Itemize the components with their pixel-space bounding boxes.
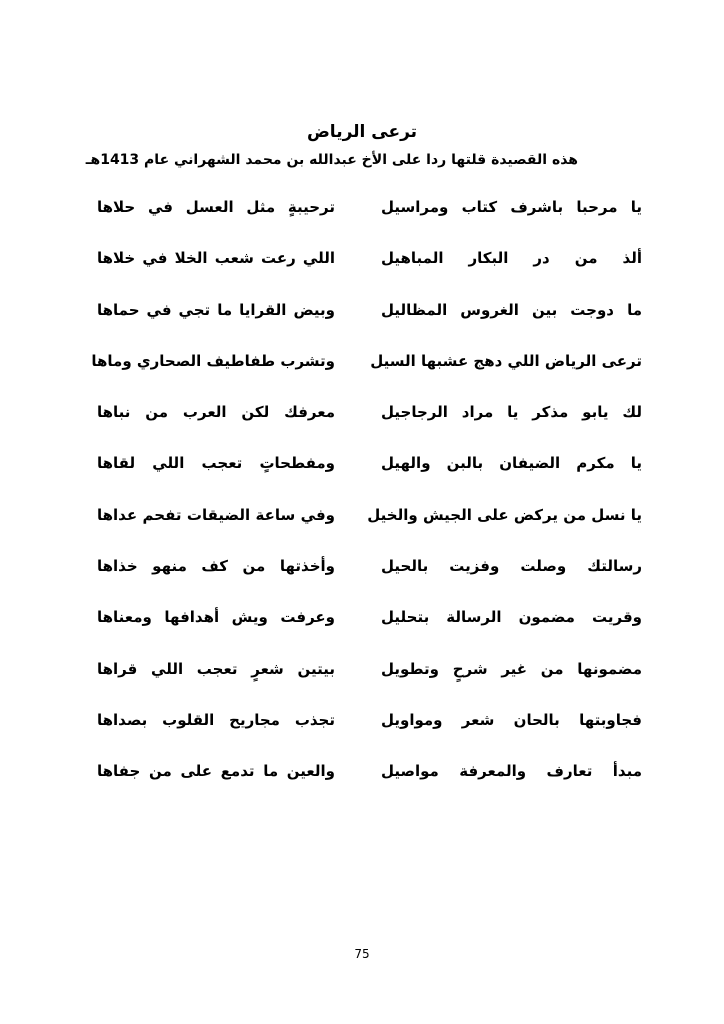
verse-first-hemistich: يا مرحبا باشرف كتاب ومراسيل [381, 198, 642, 216]
verse-first-hemistich: ما دوجت بين الغروس المظاليل [381, 300, 642, 319]
verse-line [0, 706, 724, 757]
verse-line [0, 193, 724, 244]
verse-first-hemistich: مضمونها من غير شرحٍ وتطويل [381, 659, 642, 678]
verse-line [0, 244, 724, 295]
verse-first-hemistich: لك يابو مذكر يا مراد الرجاجيل [381, 403, 642, 422]
verse-first-hemistich: يا نسل من يركض على الجيش والخيل [367, 505, 642, 524]
verse-list [0, 193, 724, 809]
verse-first-hemistich: مبدأ تعارف والمعرفة مواصيل [381, 762, 642, 781]
verse-line [0, 449, 724, 500]
verse-second-hemistich: وأخذتها من كف منهو خذاها [97, 557, 335, 576]
verse-first-hemistich: وقريت مضمون الرسالة بتحليل [381, 608, 642, 627]
verse-first-hemistich: فجاوبتها بالحان شعر ومواويل [381, 710, 642, 729]
verse-line [0, 552, 724, 603]
verse-second-hemistich: وعرفت ويش أهدافها ومعناها [97, 608, 335, 627]
verse-second-hemistich: وفي ساعة الضيقات تفحم عداها [97, 505, 335, 524]
verse-line [0, 501, 724, 552]
poem-subtitle: هذه القصيدة قلتها ردا على الأخ عبدالله بن محمد الشهراني عام 1413هـ [85, 152, 578, 168]
verse-second-hemistich: معرفك لكن العرب من نباها [97, 403, 335, 422]
verse-line [0, 603, 724, 654]
verse-first-hemistich: ألذ من در البكار المباهيل [381, 249, 642, 268]
verse-second-hemistich: والعين ما تدمع على من جفاها [97, 762, 335, 781]
verse-line [0, 347, 724, 398]
verse-second-hemistich: وتشرب طفاطيف الصحاري وماها [91, 351, 335, 370]
verse-line [0, 296, 724, 347]
verse-first-hemistich: ترعى الرياض اللي دهج عشبها السيل [370, 351, 642, 370]
verse-first-hemistich: رسالتك وصلت وفزيت بالحيل [381, 557, 642, 576]
verse-second-hemistich: ومفطحاتٍ تعجب اللي لقاها [97, 454, 335, 473]
verse-second-hemistich: اللي رعت شعب الخلا في خلاها [97, 249, 335, 268]
verse-second-hemistich: ترحيبةٍ مثل العسل في حلاها [97, 198, 335, 216]
verse-line [0, 398, 724, 449]
verse-second-hemistich: بيتين شعرٍ تعجب اللي قراها [97, 659, 335, 678]
verse-line [0, 655, 724, 706]
verse-second-hemistich: وبيض القرايا ما تجي في حماها [97, 300, 335, 319]
verse-line [0, 757, 724, 808]
verse-second-hemistich: تجذب مجاريح القلوب بصداها [97, 710, 335, 729]
page-number: 75 [354, 947, 370, 961]
verse-first-hemistich: يا مكرم الضيفان بالبن والهيل [381, 454, 642, 473]
poem-title: ترعى الرياض [306, 122, 418, 142]
